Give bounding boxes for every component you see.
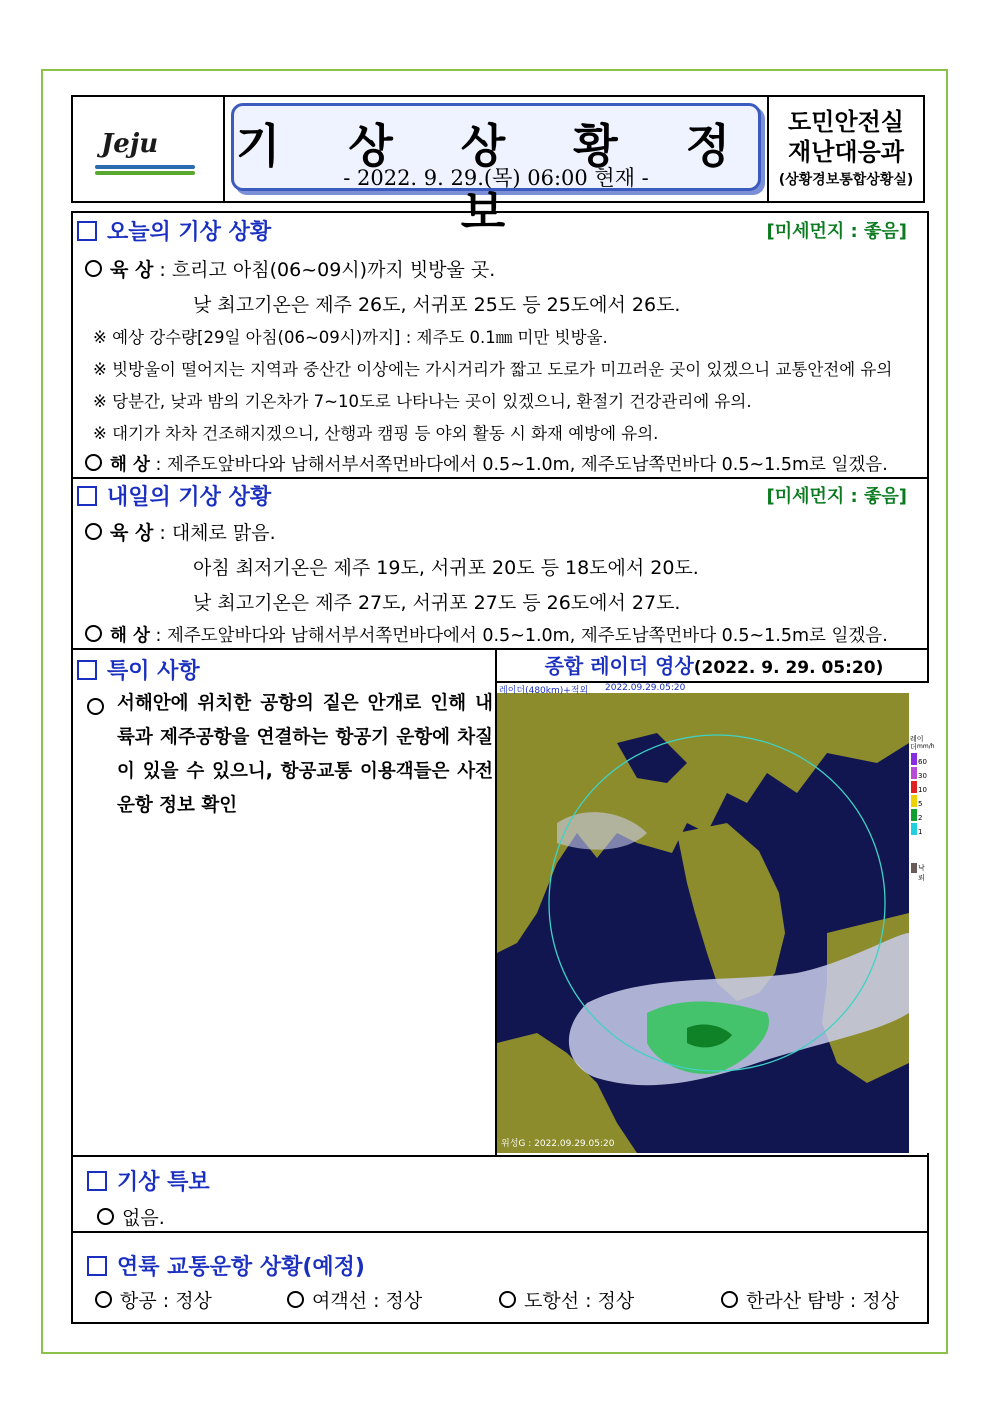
tomorrow-land-line1: : 대체로 맑음. bbox=[159, 522, 276, 544]
traffic-hallasan: 한라산 탐방 : 정상 bbox=[746, 1290, 899, 1312]
warning-section-title bbox=[87, 1165, 210, 1196]
logo-swoosh-green bbox=[95, 171, 195, 175]
legend-value: 60 bbox=[918, 758, 927, 766]
radar-legend-title: 레이더 bbox=[910, 735, 924, 751]
land-label: 육 상 bbox=[110, 522, 154, 544]
radar-caption: 레이더(480km)+적외 bbox=[499, 686, 589, 696]
logo-swoosh-blue bbox=[95, 165, 195, 169]
radar-legend-lightning: 낙뢰 bbox=[918, 864, 925, 882]
tomorrow-dust: [미세먼지 : 좋음] bbox=[766, 486, 907, 507]
tomorrow-sea-row bbox=[85, 622, 888, 647]
legend-value: 30 bbox=[918, 772, 927, 780]
radar-caption-time: 2022.09.29.05:20 bbox=[605, 683, 686, 693]
traffic-item bbox=[499, 1286, 634, 1313]
today-land-row bbox=[85, 255, 495, 282]
circle-icon bbox=[85, 523, 102, 540]
legend-value: 2 bbox=[918, 814, 923, 822]
traffic-section-title bbox=[87, 1250, 365, 1281]
division-name: 재난대응과 bbox=[788, 138, 904, 166]
today-land-line2: 낮 최고기온은 제주 26도, 서귀포 25도 등 25도에서 26도. bbox=[193, 294, 681, 316]
department-name: 도민안전실 bbox=[788, 108, 904, 136]
circle-icon bbox=[97, 1208, 114, 1225]
radar-legend-unit: mm/h bbox=[917, 743, 935, 750]
divider bbox=[73, 477, 927, 479]
traffic-air: 항공 : 정상 bbox=[120, 1290, 212, 1312]
page-title: 기 상 상 황 정 보 bbox=[235, 119, 757, 239]
title-box bbox=[231, 103, 761, 239]
sea-label: 해 상 bbox=[110, 455, 150, 475]
today-note: ※ 당분간, 낮과 밤의 기온차가 7~10도로 나타나는 곳이 있겠으니, 환절기 건강관리에 유의. bbox=[93, 392, 752, 411]
today-section-title bbox=[77, 215, 271, 246]
traffic-item bbox=[95, 1286, 212, 1313]
office-name: (상황경보통합상황실) bbox=[778, 172, 914, 188]
today-sea-row bbox=[85, 451, 888, 476]
logo bbox=[73, 97, 225, 201]
warning-row bbox=[97, 1203, 165, 1230]
traffic-island-boat: 도항선 : 정상 bbox=[524, 1290, 635, 1312]
special-text: 서해안에 위치한 공항의 짙은 안개로 인해 내륙과 제주공항을 연결하는 항공기 운항에 차질이 있을 수 있으니, 항공교통 이용객들은 사전 운항 정보 확인 bbox=[117, 693, 493, 816]
tomorrow-land-row bbox=[85, 518, 276, 545]
legend-value: 10 bbox=[918, 786, 927, 794]
traffic-item bbox=[287, 1286, 422, 1313]
warning-title-text: 기상 특보 bbox=[117, 1170, 210, 1195]
tomorrow-land-line2: 아침 최저기온은 제주 19도, 서귀포 20도 등 18도에서 20도. bbox=[193, 557, 699, 579]
traffic-title-text: 연륙 교통운항 상황(예정) bbox=[117, 1255, 365, 1280]
circle-icon bbox=[85, 625, 102, 642]
radar-map-svg bbox=[497, 683, 929, 1153]
divider bbox=[73, 1155, 927, 1157]
radar-image bbox=[497, 683, 935, 1153]
sea-label: 해 상 bbox=[110, 626, 150, 646]
legend-value: 5 bbox=[918, 800, 923, 808]
page-subtitle: - 2022. 9. 29.(목) 06:00 현재 - bbox=[343, 166, 649, 190]
radar-time: (2022. 9. 29. 05:20) bbox=[693, 658, 884, 678]
circle-icon bbox=[287, 1291, 304, 1308]
tomorrow-land-line3: 낮 최고기온은 제주 27도, 서귀포 27도 등 26도에서 27도. bbox=[193, 592, 681, 614]
today-dust: [미세먼지 : 좋음] bbox=[766, 221, 907, 242]
today-note: ※ 예상 강수량[29일 아침(06~09시)까지] : 제주도 0.1㎜ 미만 빗방울. bbox=[93, 328, 608, 347]
circle-icon bbox=[95, 1291, 112, 1308]
today-note: ※ 빗방울이 떨어지는 지역과 중산간 이상에는 가시거리가 짧고 도로가 미끄러운 곳이 있겠으니 교통안전에 유의 bbox=[93, 360, 893, 379]
special-section-title bbox=[77, 654, 200, 685]
tomorrow-sea-line: : 제주도앞바다와 남해서부서쪽먼바다에서 0.5~1.0m, 제주도남쪽먼바다 0.5~1.5m로 일겠음. bbox=[155, 626, 888, 646]
today-land-line1: : 흐리고 아침(06~09시)까지 빗방울 곳. bbox=[159, 259, 496, 281]
circle-icon bbox=[721, 1291, 738, 1308]
today-note: ※ 대기가 차차 건조해지겠으니, 산행과 캠핑 등 야외 활동 시 화재 예방에 유의. bbox=[93, 424, 659, 443]
traffic-item bbox=[721, 1286, 899, 1313]
special-title-text: 특이 사항 bbox=[107, 659, 200, 684]
circle-icon bbox=[85, 260, 102, 277]
department bbox=[767, 97, 923, 201]
radar-satellite-caption: 위성G : 2022.09.29.05:20 bbox=[501, 1139, 615, 1149]
checkbox-icon bbox=[77, 486, 97, 506]
checkbox-icon bbox=[77, 660, 97, 680]
traffic-ferry: 여객선 : 정상 bbox=[312, 1290, 423, 1312]
tomorrow-section-title bbox=[77, 480, 271, 511]
radar-title bbox=[497, 650, 931, 679]
divider bbox=[73, 1231, 927, 1233]
circle-icon bbox=[85, 454, 102, 471]
radar-title-text: 종합 레이더 영상 bbox=[544, 654, 694, 678]
today-title-text: 오늘의 기상 상황 bbox=[107, 220, 272, 245]
checkbox-icon bbox=[77, 221, 97, 241]
legend-value: 1 bbox=[918, 828, 923, 836]
warning-text: 없음. bbox=[122, 1207, 165, 1229]
report-table bbox=[71, 211, 935, 1324]
today-sea-line: : 제주도앞바다와 남해서부서쪽먼바다에서 0.5~1.0m, 제주도남쪽먼바다 0.5~1.5m로 일겠음. bbox=[155, 455, 888, 475]
land-label: 육 상 bbox=[110, 259, 154, 281]
radar-legend-values bbox=[918, 755, 927, 839]
checkbox-icon bbox=[87, 1256, 107, 1276]
circle-icon bbox=[87, 698, 104, 715]
checkbox-icon bbox=[87, 1171, 107, 1191]
logo-text: Jeju bbox=[101, 129, 159, 159]
tomorrow-title-text: 내일의 기상 상황 bbox=[107, 485, 272, 510]
circle-icon bbox=[499, 1291, 516, 1308]
